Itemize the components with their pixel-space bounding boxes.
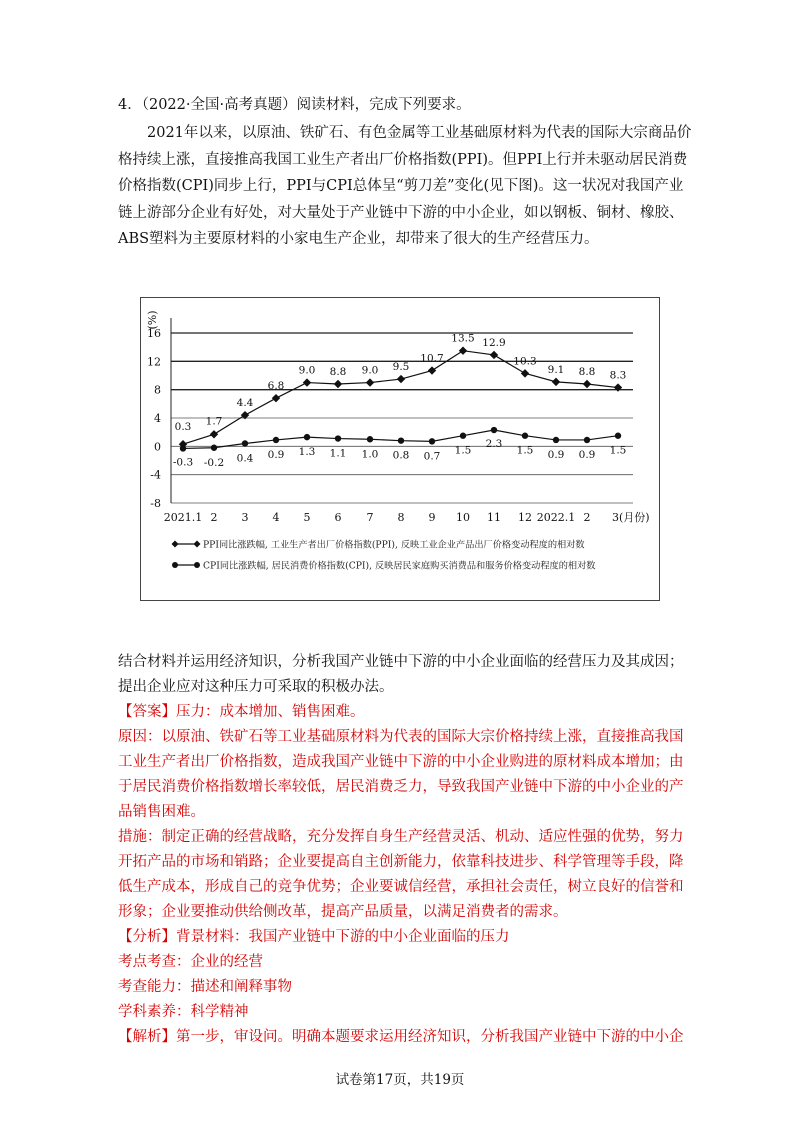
ppi-point bbox=[397, 375, 405, 383]
material-paragraph bbox=[118, 120, 690, 253]
cpi-data-label: 0.9 bbox=[547, 448, 565, 461]
measure-line: 开拓产品的市场和销路；企业要提高自主创新能力，依靠科技进步、科学管理等手段，降 bbox=[118, 854, 684, 870]
ppi-point bbox=[521, 369, 529, 377]
page-footer: 试卷第17页，共19页 bbox=[335, 1072, 465, 1088]
x-tick-label: 2 bbox=[583, 511, 591, 524]
reason-line: 品销售困难。 bbox=[118, 804, 205, 820]
question-header bbox=[118, 94, 471, 116]
cpi-data-label: -0.3 bbox=[172, 456, 194, 469]
x-tick-label: 12 bbox=[518, 511, 532, 524]
x-tick-label: 8 bbox=[397, 511, 405, 524]
x-tick-label: 10 bbox=[456, 511, 470, 524]
prompt-line: 结合材料并运用经济知识，分析我国产业链中下游的中小企业面临的经营压力及其成因； bbox=[118, 654, 684, 670]
answer-block bbox=[118, 700, 698, 925]
paragraph-line: ABS塑料为主要原材料的小家电生产企业，却带来了很大的生产经营压力。 bbox=[118, 231, 599, 247]
paragraph-line: 链上游部分企业有好处，对大量处于产业链中下游的中小企业，如以钢板、铜材、橡胶、 bbox=[118, 204, 684, 221]
cpi-point bbox=[460, 433, 466, 439]
ppi-cpi-chart bbox=[140, 297, 660, 601]
ppi-data-label: 9.0 bbox=[298, 364, 316, 377]
x-tick-label: 6 bbox=[334, 511, 342, 524]
ppi-point bbox=[459, 347, 467, 355]
paragraph-line: 2021年以来，以原油、铁矿石、有色金属等工业基础原材料为代表的国际大宗商品价 bbox=[147, 125, 692, 141]
measure-line: 低生产成本，形成自己的竞争优势；企业要诚信经营，承担社会责任，树立良好的信誉和 bbox=[118, 879, 684, 895]
measure-line: 措施：制定正确的经营战略，充分发挥自身生产经营灵活、机动、适应性强的优势，努力 bbox=[118, 829, 684, 845]
ppi-point bbox=[272, 394, 280, 402]
cpi-data-label: 1.5 bbox=[516, 444, 534, 457]
y-tick-label: -4 bbox=[150, 468, 161, 482]
analysis-ability: 考查能力：描述和阐释事物 bbox=[118, 979, 292, 995]
cpi-point bbox=[522, 433, 528, 439]
ppi-point bbox=[583, 380, 591, 388]
explain-tag: 【解析】 bbox=[118, 1029, 176, 1045]
x-tick-label: 2 bbox=[210, 511, 218, 524]
cpi-data-label: 0.8 bbox=[392, 449, 410, 462]
x-tick-label: 5 bbox=[303, 511, 311, 524]
analysis-literacy: 学科素养：科学精神 bbox=[118, 1004, 249, 1020]
ppi-point bbox=[334, 380, 342, 388]
cpi-point bbox=[242, 440, 248, 446]
analysis-tag: 【分析】 bbox=[118, 929, 176, 945]
cpi-point bbox=[273, 437, 279, 443]
ppi-data-label: 8.3 bbox=[609, 369, 627, 382]
reason-line: 原因：以原油、铁矿石等工业基础原材料为代表的国际大宗价格持续上涨，直接推高我国 bbox=[118, 729, 684, 745]
x-tick-label: 2022.1 bbox=[536, 511, 576, 524]
cpi-point bbox=[398, 437, 404, 443]
ppi-data-label: 10.3 bbox=[513, 355, 537, 368]
cpi-point bbox=[304, 434, 310, 440]
reason-line: 于居民消费价格指数增长率较低，居民消费乏力，导致我国产业链中下游的中小企业的产 bbox=[118, 779, 684, 795]
answer-tag: 【答案】 bbox=[118, 704, 176, 720]
ppi-legend-marker bbox=[172, 541, 179, 548]
cpi-data-label: 0.9 bbox=[578, 448, 596, 461]
x-tick-label: 7 bbox=[366, 511, 374, 524]
y-tick-label: 8 bbox=[154, 383, 161, 397]
cpi-point bbox=[491, 427, 497, 433]
answer-summary: 压力：成本增加、销售困难。 bbox=[176, 704, 365, 720]
ppi-point bbox=[303, 378, 311, 386]
ppi-data-label: 9.1 bbox=[547, 363, 565, 376]
cpi-legend-marker bbox=[172, 562, 178, 568]
ppi-point bbox=[490, 351, 498, 359]
ppi-data-label: 10.7 bbox=[420, 352, 444, 365]
cpi-data-label: -0.2 bbox=[203, 456, 225, 469]
y-tick-label: 0 bbox=[154, 440, 161, 454]
x-tick-label: 3(月份) bbox=[612, 511, 650, 524]
reason-line: 工业生产者出厂价格指数，造成我国产业链中下游的中小企业购进的原材料成本增加；由 bbox=[118, 754, 684, 770]
question-source: （2022·全国·高考真题）阅读材料，完成下列要求。 bbox=[141, 97, 471, 113]
ppi-data-label: 12.9 bbox=[482, 336, 506, 349]
y-tick-label: -8 bbox=[150, 497, 161, 510]
cpi-point bbox=[367, 436, 373, 442]
cpi-data-label: 1.0 bbox=[361, 448, 379, 461]
measure-line: 形象；企业要推动供给侧改革，提高产品质量，以满足消费者的需求。 bbox=[118, 904, 568, 920]
ppi-data-label: 9.0 bbox=[361, 364, 379, 377]
cpi-point bbox=[180, 445, 186, 451]
x-tick-label: 4 bbox=[272, 511, 280, 524]
x-tick-label: 9 bbox=[428, 511, 436, 524]
task-prompt bbox=[118, 650, 698, 700]
analysis-block bbox=[118, 925, 698, 1050]
x-tick-label: 11 bbox=[487, 511, 501, 524]
cpi-point bbox=[584, 437, 590, 443]
chart-svg bbox=[141, 298, 659, 600]
ppi-data-label: 6.8 bbox=[267, 380, 285, 393]
analysis-exam-point: 考点考查：企业的经营 bbox=[118, 954, 263, 970]
ppi-data-label: 1.7 bbox=[205, 415, 223, 428]
analysis-background: 背景材料：我国产业链中下游的中小企业面临的压力 bbox=[176, 929, 510, 945]
cpi-point bbox=[211, 445, 217, 451]
ppi-data-label: 0.3 bbox=[174, 421, 192, 434]
cpi-data-label: 1.5 bbox=[609, 444, 627, 457]
y-axis-label: (%) bbox=[146, 310, 159, 330]
paragraph-line: 格持续上涨，直接推高我国工业生产者出厂价格指数(PPI)。但PPI上行并未驱动居民消费 bbox=[118, 151, 688, 168]
cpi-data-label: 2.3 bbox=[485, 438, 503, 451]
ppi-point bbox=[614, 383, 622, 391]
cpi-point bbox=[429, 438, 435, 444]
explain-text: 第一步，审设问。明确本题要求运用经济知识，分析我国产业链中下游的中小企 bbox=[176, 1029, 684, 1045]
cpi-data-label: 1.1 bbox=[329, 447, 347, 460]
cpi-point bbox=[615, 433, 621, 439]
y-tick-label: 4 bbox=[154, 412, 161, 425]
cpi-point bbox=[553, 437, 559, 443]
cpi-data-label: 0.9 bbox=[267, 448, 285, 461]
ppi-data-label: 8.8 bbox=[329, 366, 347, 378]
x-tick-label: 2021.1 bbox=[163, 511, 203, 524]
question-number: 4． bbox=[118, 97, 142, 113]
y-tick-label: 16 bbox=[147, 327, 161, 340]
cpi-data-label: 0.7 bbox=[423, 450, 441, 463]
ppi-point bbox=[428, 366, 436, 374]
ppi-data-label: 13.5 bbox=[451, 332, 475, 345]
ppi-legend-marker bbox=[194, 541, 201, 548]
paragraph-line: 价格指数(CPI)同步上行，PPI与CPI总体呈“剪刀差”变化(见下图)。这一状况对我国产业 bbox=[118, 178, 684, 194]
prompt-line: 提出企业应对这种压力可采取的积极办法。 bbox=[118, 679, 394, 695]
ppi-data-label: 4.4 bbox=[236, 397, 254, 410]
x-tick-label: 3 bbox=[241, 511, 249, 524]
cpi-legend-text: CPI同比涨跌幅, 居民消费价格指数(CPI), 反映居民家庭购买消费品和服务价格变动程度的相对数 bbox=[203, 560, 596, 572]
cpi-legend-marker bbox=[194, 562, 200, 568]
cpi-data-label: 1.5 bbox=[454, 444, 472, 457]
ppi-point bbox=[210, 430, 218, 438]
ppi-point bbox=[552, 378, 560, 386]
y-tick-label: 12 bbox=[147, 355, 161, 369]
ppi-legend-text: PPI同比涨跌幅, 工业生产者出厂价格指数(PPI), 反映工业企业产品出厂价格变动程度的相对数 bbox=[203, 539, 585, 551]
ppi-point bbox=[366, 378, 374, 386]
cpi-data-label: 1.3 bbox=[298, 446, 316, 459]
cpi-point bbox=[335, 435, 341, 441]
ppi-data-label: 9.5 bbox=[392, 361, 410, 374]
cpi-data-label: 0.4 bbox=[236, 452, 254, 465]
ppi-data-label: 8.8 bbox=[578, 366, 596, 378]
